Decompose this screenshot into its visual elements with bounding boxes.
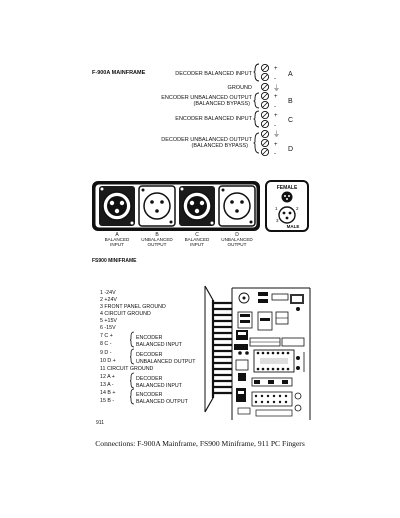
group-brace bbox=[131, 389, 135, 404]
terminal-sign: + bbox=[274, 94, 278, 100]
row-brace bbox=[254, 111, 259, 127]
pin-number: 3 bbox=[276, 218, 279, 223]
xlr-connector-d bbox=[219, 186, 255, 226]
connector-letter: D bbox=[235, 232, 239, 238]
pin-item: 13 A - bbox=[100, 382, 114, 388]
group-label-line1: DECODER bbox=[136, 352, 163, 358]
group-brace bbox=[131, 349, 135, 364]
row-label: ENCODER BALANCED INPUT bbox=[175, 116, 252, 122]
row-brace bbox=[254, 93, 259, 108]
terminal-row-encoder-unbalanced-output bbox=[161, 92, 293, 110]
connector-label-line2: OUTPUT bbox=[147, 242, 167, 247]
xlr-connector-c bbox=[179, 186, 215, 226]
row-brace bbox=[254, 133, 259, 153]
xlr-pinout-legend bbox=[266, 181, 308, 231]
pin-item: 10 D + bbox=[100, 358, 116, 364]
pin-item: 15 B - bbox=[100, 398, 115, 404]
group-brace bbox=[131, 332, 135, 347]
group-label-line2: UNBALANCED OUTPUT bbox=[136, 359, 196, 365]
row-label-line1: DECODER UNBALANCED OUTPUT bbox=[161, 137, 252, 143]
group-brace bbox=[131, 373, 135, 388]
pin-item: 6 -15V bbox=[100, 325, 116, 331]
row-brace bbox=[254, 64, 259, 81]
row-letter: A bbox=[288, 71, 293, 78]
pin-item: 3 FRONT PANEL GROUND bbox=[100, 304, 166, 310]
group-label-line1: ENCODER bbox=[136, 392, 163, 398]
connector-label-line1: BALANCED bbox=[104, 237, 130, 242]
pin-item: 1 -24V bbox=[100, 290, 116, 296]
row-letter: D bbox=[288, 146, 294, 153]
connector-letter: B bbox=[155, 232, 159, 238]
row-label-line2: (BALANCED BYPASS) bbox=[191, 143, 248, 149]
group-label-line2: BALANCED OUTPUT bbox=[136, 399, 188, 405]
xlr-connector-b bbox=[139, 186, 175, 226]
section1-title: F-900A MAINFRAME bbox=[92, 70, 146, 76]
xlr-connector-panel bbox=[92, 181, 260, 247]
pin-item: 9 D - bbox=[100, 350, 112, 356]
connector-letter: A bbox=[115, 232, 119, 238]
pin-item: 7 C + bbox=[100, 333, 113, 339]
row-label-line2: (BALANCED BYPASS) bbox=[193, 101, 250, 107]
male-pinout-icon bbox=[279, 207, 295, 223]
row-letter: B bbox=[288, 98, 293, 105]
terminal-sign: - bbox=[274, 104, 276, 110]
board-label: 911 bbox=[96, 420, 104, 426]
terminal-sign: - bbox=[274, 76, 276, 82]
row-letter: C bbox=[288, 117, 294, 124]
terminal-sign: - bbox=[274, 123, 276, 129]
pin-item: 8 C - bbox=[100, 341, 112, 347]
row-label: GROUND bbox=[227, 85, 252, 91]
group-label-line1: ENCODER bbox=[136, 335, 163, 341]
row-label-line1: ENCODER UNBALANCED OUTPUT bbox=[161, 95, 252, 101]
connector-label-line1: UNBALANCED bbox=[221, 237, 253, 242]
pin-item: 12 A + bbox=[100, 374, 115, 380]
group-label-line2: BALANCED INPUT bbox=[136, 342, 182, 348]
ground-symbol-icon: ⏚ bbox=[273, 85, 280, 92]
terminal-sign: + bbox=[274, 142, 278, 148]
connector-label-line1: UNBALANCED bbox=[141, 237, 173, 242]
male-label: MALE bbox=[286, 224, 300, 229]
terminal-row-ground bbox=[228, 83, 280, 92]
group-label-line2: BALANCED INPUT bbox=[136, 383, 182, 389]
terminal-row-encoder-balanced-input bbox=[175, 111, 293, 129]
terminal-sign: - bbox=[274, 151, 276, 157]
connector-label-line2: OUTPUT bbox=[227, 242, 247, 247]
terminal-sign: + bbox=[274, 66, 278, 72]
section2-subtitle: FS900 MINIFRAME bbox=[92, 258, 137, 264]
terminal-sign: + bbox=[274, 113, 278, 119]
pin-number: 1 bbox=[275, 206, 278, 211]
connector-label-line2: INPUT bbox=[190, 242, 204, 247]
figure-caption: Connections: F-900A Mainframe, FS900 Miniframe, 911 PC Fingers bbox=[95, 439, 305, 448]
pin-item: 11 CIRCUIT GROUND bbox=[100, 366, 154, 372]
ground-symbol-icon: ⏚ bbox=[273, 131, 280, 138]
pin-item: 4 CIRCUIT GROUND bbox=[100, 311, 151, 317]
female-pinout-icon bbox=[282, 192, 293, 203]
terminal-row-decoder-balanced-input bbox=[175, 64, 293, 82]
female-label: FEMALE bbox=[276, 185, 298, 191]
connector-letter: C bbox=[195, 232, 199, 238]
pin-item: 5 +15V bbox=[100, 318, 117, 324]
connector-label-line1: BALANCED bbox=[184, 237, 210, 242]
edge-finger-traces bbox=[214, 303, 232, 393]
pin-number: 2 bbox=[296, 206, 299, 211]
xlr-connector-a bbox=[99, 186, 135, 226]
pin-item: 2 +24V bbox=[100, 297, 117, 303]
pin-item: 14 B + bbox=[100, 390, 116, 396]
pc-board-edge-connector bbox=[205, 286, 232, 412]
pc-board-layout bbox=[232, 288, 310, 420]
connector-label-line2: INPUT bbox=[110, 242, 124, 247]
terminal-row-decoder-unbalanced-output bbox=[161, 130, 293, 157]
group-label-line1: DECODER bbox=[136, 376, 163, 382]
row-label: DECODER BALANCED INPUT bbox=[175, 71, 252, 77]
